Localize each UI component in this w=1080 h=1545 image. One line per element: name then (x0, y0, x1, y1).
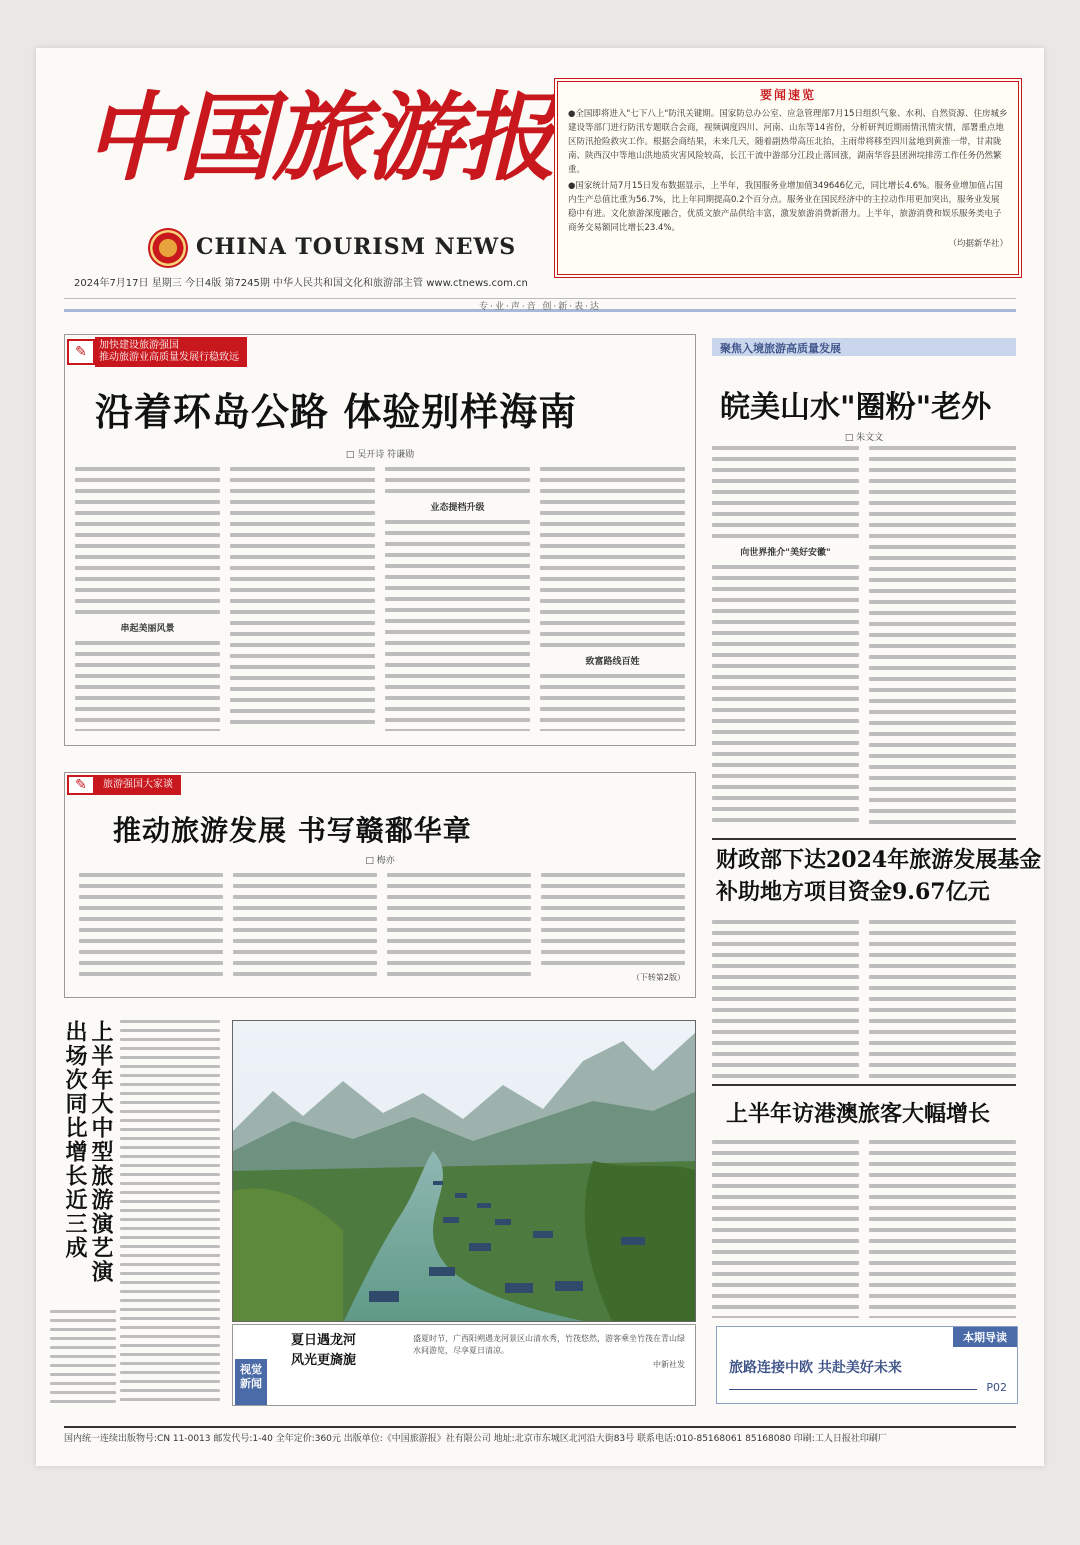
issue-info: 2024年7月17日 星期三 今日4版 第7245期 中华人民共和国文化和旅游部主管 www.ctnews.com.cn (74, 278, 528, 289)
fund-headline-line-2[interactable]: 补助地方项目资金9.67亿元 (716, 879, 990, 905)
lead-byline: □ 吴开诗 符谦勋 (345, 450, 415, 460)
photo-caption-box (232, 1324, 696, 1406)
lead-article (64, 334, 696, 746)
anhui-body (712, 446, 1016, 826)
guide-title[interactable]: 旅路连接中欧 共赴美好未来 (729, 1360, 902, 1376)
text-column (540, 467, 685, 731)
column-tag-line-1: 加快建设旅游强国 (99, 340, 179, 351)
column-tag-line-2: 推动旅游业高质量发展行稳致远 (99, 352, 239, 363)
second-article (64, 772, 696, 998)
divider (729, 1389, 977, 1390)
newspaper-logo-icon (148, 228, 188, 268)
fund-headline-line-1[interactable]: 财政部下达2024年旅游发展基金 (716, 847, 1042, 873)
photo-credit: 中新社发 (653, 1360, 685, 1369)
fund-body (712, 920, 1016, 1080)
subhead: 向世界推介"美好安徽" (740, 548, 831, 558)
divider (712, 838, 1016, 840)
masthead-title: 中国旅游报 (84, 81, 554, 194)
performance-headline[interactable]: 上半年大中型旅游演艺演出场次同比增长近三成 (62, 1020, 114, 1284)
text-column (75, 467, 220, 731)
photo-caption: 盛夏时节，广西阳朔遇龙河景区山清水秀，竹筏悠然，游客乘坐竹筏在青山绿水间游览，尽享夏日清凉。 (413, 1334, 685, 1355)
hk-macao-headline[interactable]: 上半年访港澳旅客大幅增长 (726, 1101, 991, 1127)
publication-footer: 国内统一连续出版物号:CN 11-0013 邮发代号:1-40 全年定价:360元 出版单位:《中国旅游报》社有限公司 地址:北京市东城区北河沿大街83号 联系电话:010-85168061 85168080 印刷:工人日报社印刷厂 (64, 1426, 1016, 1444)
newspaper-page (36, 48, 1044, 1466)
continued-note: （下转第2版） (631, 973, 685, 982)
guide-page-number: P02 (986, 1381, 1007, 1394)
yulong-river-photo[interactable] (232, 1020, 696, 1322)
masthead-english: CHINA TOURISM NEWS (196, 234, 517, 260)
brief-item: ●国家统计局7月15日发布数据显示，上半年，我国服务业增加值349646亿元，同比增长4.6%。服务业增加值占国内生产总值比重为56.7%，比上年同期提高0.2个百分点。服务业在国民经济中的主拉动作用更加突出，服务业发展稳中有进。文化旅游深度融合，优质文旅产品供给丰富，激发旅游消费新潜力。上半年，旅游消费和娱乐服务类电子商务交易额同比增长23.4%。 (568, 181, 1003, 233)
performance-body (120, 1020, 220, 1406)
photo-title-line-2: 风光更旖旎 (291, 1353, 357, 1368)
column-tag (67, 337, 247, 367)
news-brief-box (554, 78, 1022, 278)
performance-body-tail (50, 1310, 116, 1406)
hk-macao-body (712, 1140, 1016, 1318)
subhead: 致富路线百姓 (585, 657, 640, 667)
second-byline: □ 梅亦 (365, 856, 395, 866)
divider (712, 1084, 1016, 1086)
brief-source: （均据新华社） (948, 239, 1008, 249)
second-headline[interactable]: 推动旅游发展 书写赣鄱华章 (113, 814, 472, 847)
subhead: 串起美丽风景 (120, 624, 175, 634)
text-column (385, 467, 530, 731)
visual-news-badge: 视觉新闻 (235, 1359, 267, 1405)
river-landscape-image (233, 1021, 696, 1322)
text-column (230, 467, 375, 731)
second-body (79, 873, 685, 987)
subhead: 业态提档升级 (430, 503, 485, 513)
book-icon: ✎ (67, 339, 95, 365)
guide-tag: 本期导读 (953, 1327, 1017, 1347)
book-icon: ✎ (67, 775, 95, 795)
issue-guide-box[interactable] (716, 1326, 1018, 1404)
anhui-byline: □ 朱文文 (844, 433, 884, 443)
section-tag: 聚焦入境旅游高质量发展 (712, 338, 1016, 356)
brief-title: 要闻速览 (759, 88, 816, 102)
brief-item: ●全国即将进入"七下八上"防汛关键期。国家防总办公室、应急管理部7月15日组织气象、水利、自然资源、住房城乡建设等部门进行防汛专题联合会商，视频调度四川、河南、山东等14省份，分析研判近期雨情汛情灾情，部署重点地区防汛抢险救灾工作。根据会商结果，未来几天，随着副热带高压北抬，主雨带将移至四川盆地到黄淮一带，甘肃陇南、陕西汉中等地山洪地质灾害风险较高，长江干流中游部分江段止落回涨，湖南华容县团洲垸排涝工作任务仍然繁重。 (568, 109, 1008, 175)
column-tag (67, 775, 181, 795)
lead-headline[interactable]: 沿着环岛公路 体验别样海南 (95, 389, 578, 434)
anhui-headline[interactable]: 皖美山水"圈粉"老外 (720, 390, 992, 425)
slogan-bar: 专·业·声·音 创·新·表·达 (64, 298, 1016, 312)
photo-title-line-1: 夏日遇龙河 (291, 1333, 357, 1348)
lead-body (75, 467, 685, 731)
column-tag-label: 旅游强国大家谈 (95, 775, 181, 795)
